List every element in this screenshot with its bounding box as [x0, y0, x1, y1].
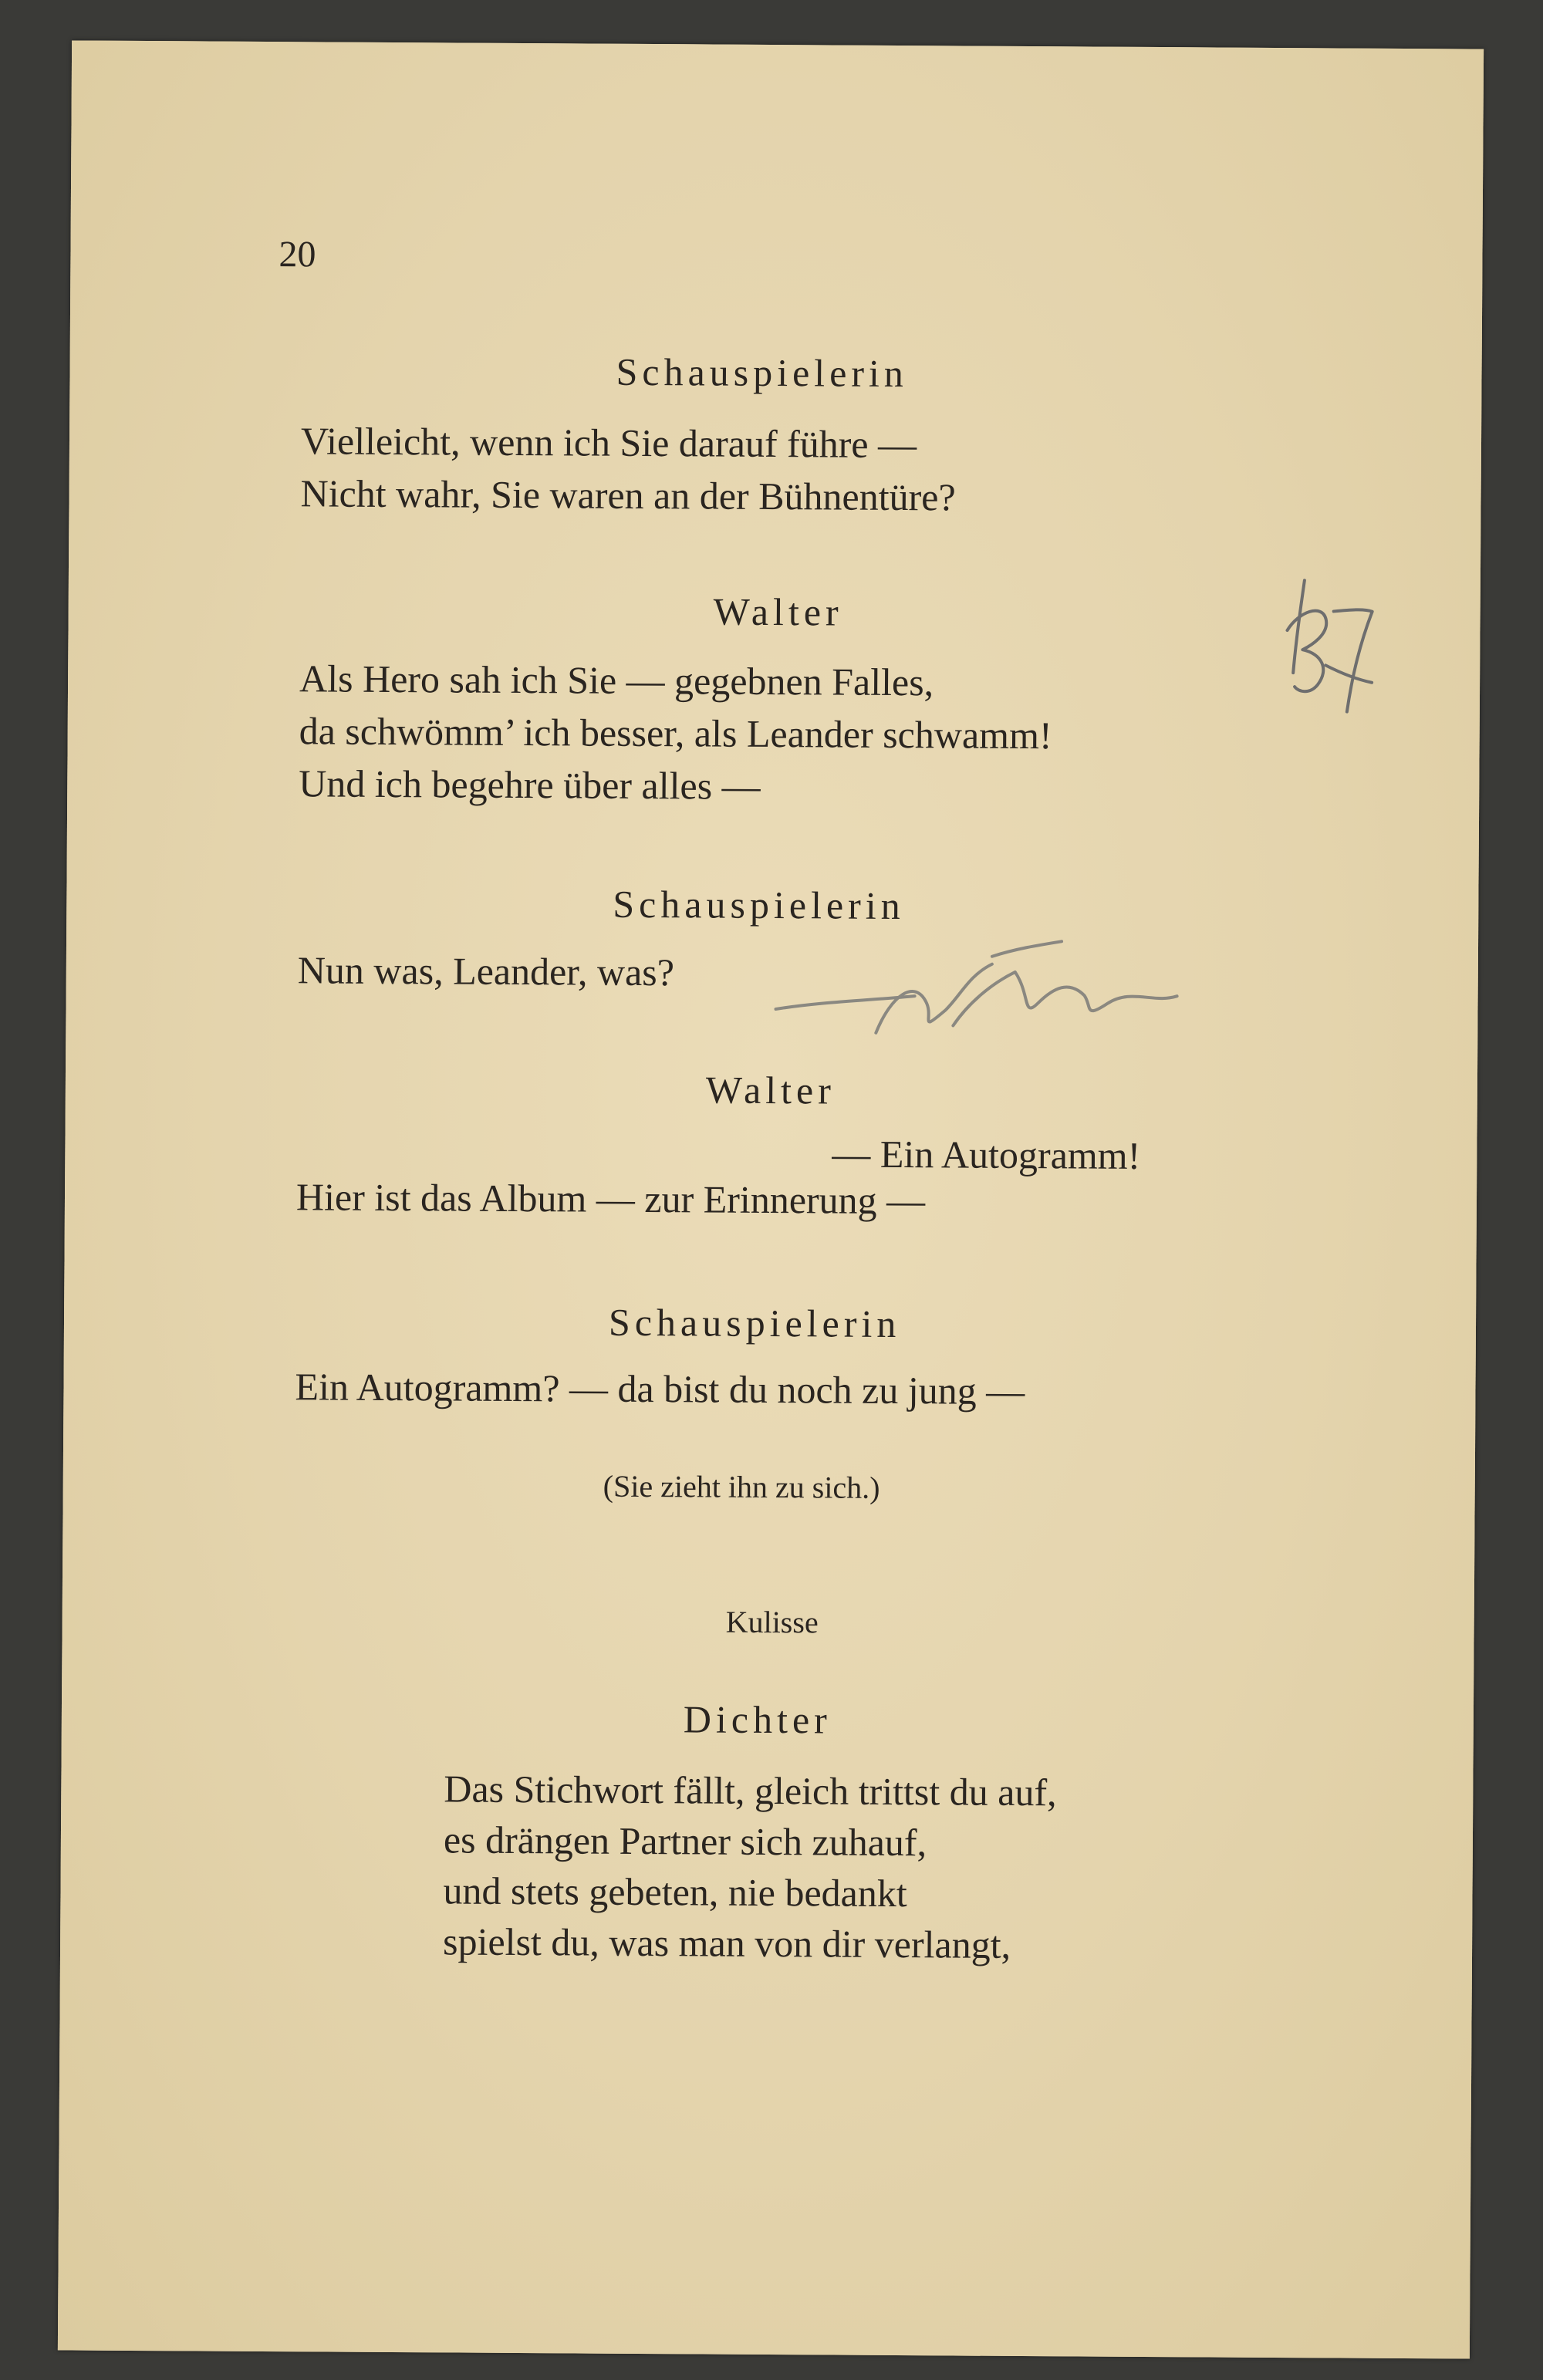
speaker-schauspielerin: Schauspielerin: [608, 1300, 901, 1346]
text-line: — Ein Autogramm!: [832, 1132, 1141, 1177]
text-line: Und ich begehre über alles —: [299, 761, 761, 808]
verse-line: Das Stichwort fällt, gleich trittst du auf,: [444, 1767, 1057, 1815]
page-number: 20: [279, 234, 316, 275]
verse-line: es drängen Partner sich zuhauf,: [443, 1818, 927, 1865]
text-line: da schwömm’ ich besser, als Leander schwamm!: [299, 709, 1052, 758]
text-line: Ein Autogramm? — da bist du noch zu jung —: [295, 1365, 1025, 1413]
speaker-schauspielerin: Schauspielerin: [616, 349, 909, 396]
text-line: Hier ist das Album — zur Erinnerung —: [295, 1175, 926, 1223]
speaker-schauspielerin: Schauspielerin: [613, 882, 905, 928]
stage-direction: (Sie zieht ihn zu sich.): [603, 1468, 880, 1505]
speaker-walter: Walter: [713, 589, 843, 634]
text-line: Nun was, Leander, was?: [297, 948, 675, 994]
speaker-dichter: Dichter: [683, 1697, 832, 1742]
pencil-scribble: [760, 901, 1193, 1081]
text-line: Nicht wahr, Sie waren an der Bühnentüre?: [300, 471, 956, 519]
verse-line: spielst du, was man von dir verlangt,: [442, 1919, 1011, 1966]
scene-heading: Kulisse: [725, 1604, 819, 1640]
speaker-walter: Walter: [705, 1068, 836, 1112]
text-line: Vielleicht, wenn ich Sie darauf führe —: [300, 419, 917, 467]
verse-line: und stets gebeten, nie bedankt: [443, 1869, 907, 1916]
book-page: [58, 40, 1484, 2358]
text-line: Als Hero sah ich Sie — gegebnen Falles,: [299, 657, 934, 704]
pencil-page-mark: [1256, 557, 1411, 735]
